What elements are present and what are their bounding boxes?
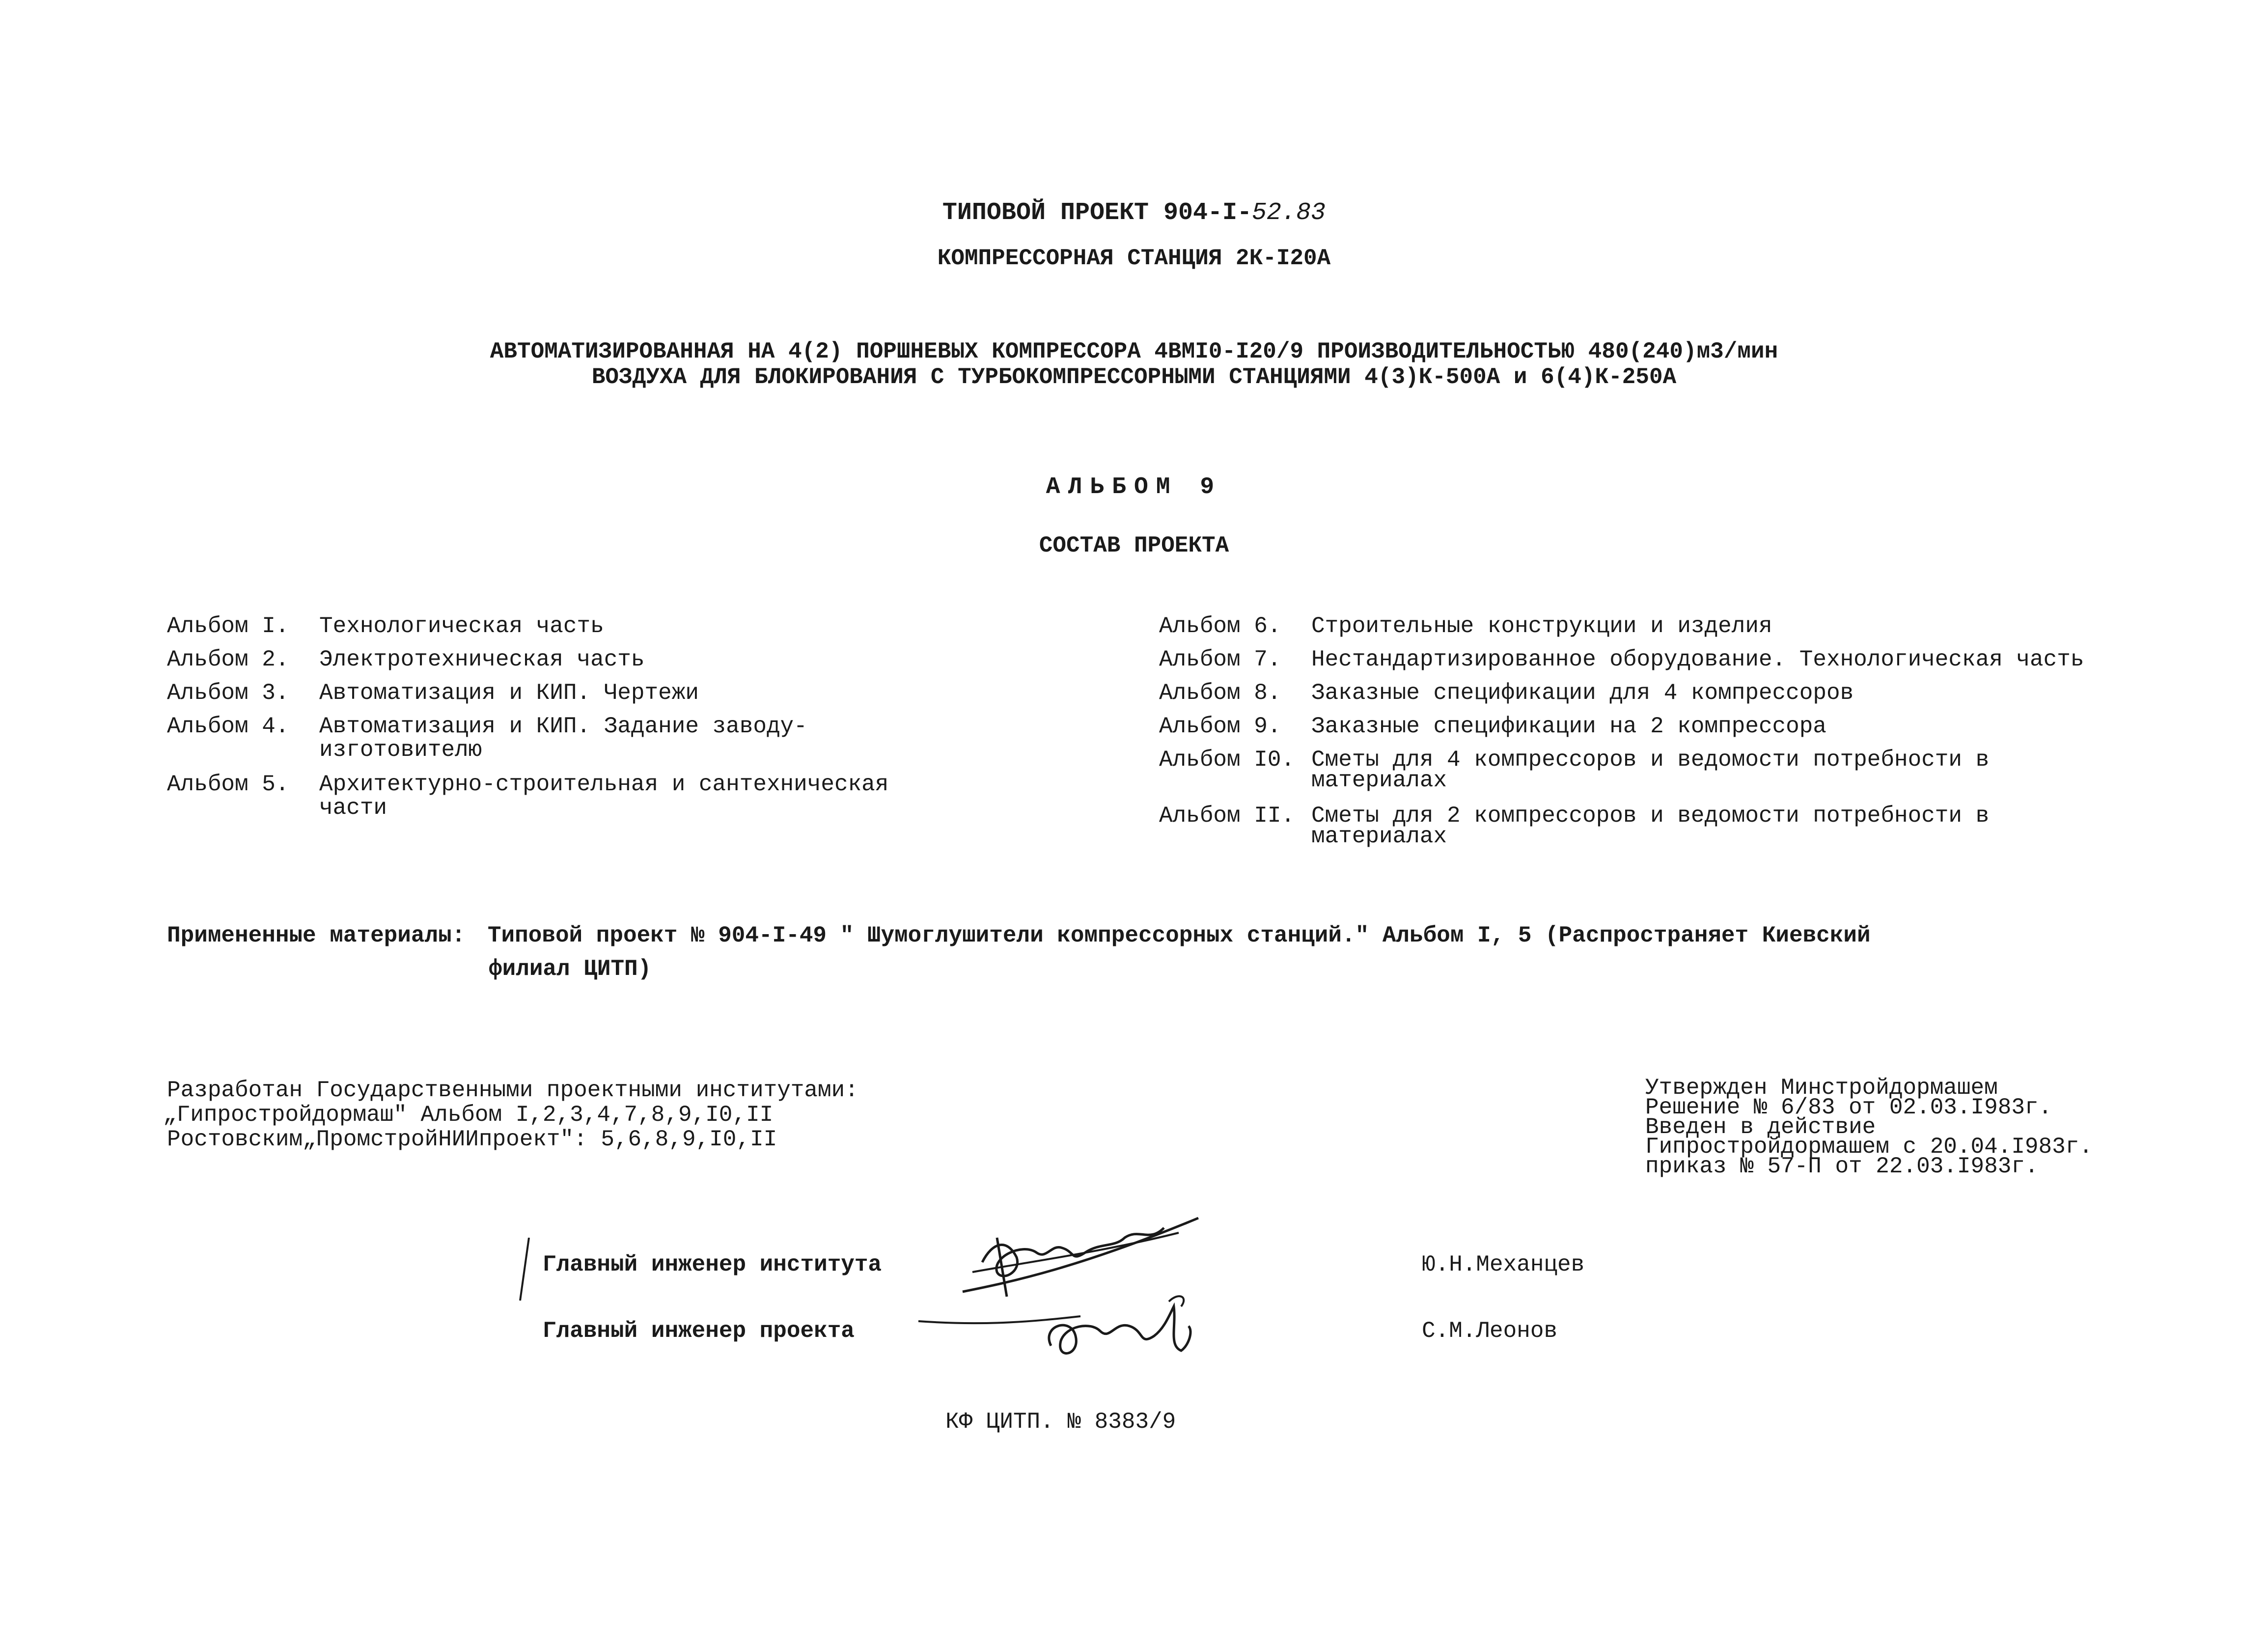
- album-label: Альбом: [1159, 747, 1241, 773]
- chief-project-label: Главный инженер проекта: [543, 1318, 855, 1344]
- album-number: 4.: [262, 714, 289, 739]
- list-item: [167, 647, 953, 681]
- project-prefix: ТИПОВОЙ ПРОЕКТ 904-I-: [942, 199, 1252, 227]
- materials-line-2: филиал ЦИТП): [489, 956, 652, 982]
- project-title: [0, 199, 2268, 227]
- list-item: [1159, 614, 2240, 647]
- album-label: Альбом: [1159, 680, 1241, 706]
- developed-line-1: Разработан Государственными проектными институтами:: [167, 1078, 858, 1103]
- album-label: Альбом: [167, 647, 249, 672]
- materials-section: [167, 923, 1871, 948]
- album-title: Сметы для 4 компрессоров и ведомости потребности в: [1311, 747, 1990, 773]
- composition-heading: СОСТАВ ПРОЕКТА: [1039, 533, 1229, 558]
- list-item: [1159, 681, 2240, 714]
- album-title: Электротехническая часть: [319, 647, 645, 672]
- albums-left-list: [167, 614, 953, 830]
- list-item: [167, 681, 953, 714]
- album-number: I0.: [1254, 747, 1295, 773]
- album-label: Альбом: [1159, 803, 1241, 829]
- list-item: [167, 714, 953, 772]
- album-title-continued: изготовителю: [319, 737, 482, 763]
- developed-line-2: „Гипростройдормаш" Альбом I,2,3,4,7,8,9,I0,II: [163, 1102, 774, 1128]
- albums-right-list: [1159, 614, 2240, 860]
- materials-label: Примененные материалы:: [167, 923, 466, 948]
- footer-code: КФ ЦИТП. № 8383/9: [945, 1409, 1176, 1435]
- album-title: Строительные конструкции и изделия: [1311, 613, 1772, 639]
- album-label: Альбом: [167, 772, 249, 797]
- album-number: 3.: [262, 680, 289, 706]
- album-title: Автоматизация и КИП. Чертежи: [319, 680, 699, 706]
- album-title: Заказные спецификации для 4 компрессоров: [1311, 680, 1854, 706]
- approval-section: [1645, 1075, 2093, 1179]
- album-title: Нестандартизированное оборудование. Технологическая часть: [1311, 647, 2084, 672]
- album-title-continued: материалах: [1311, 768, 1447, 793]
- album-title: Заказные спецификации на 2 компрессора: [1311, 714, 1826, 739]
- album-label: Альбом: [1159, 714, 1241, 739]
- album-label: Альбом: [1159, 647, 1241, 672]
- description-line-1: АВТОМАТИЗИРОВАННАЯ НА 4(2) ПОРШНЕВЫХ КОМПРЕССОРА 4ВМI0-I20/9 ПРОИЗВОДИТЕЛЬНОСТЬЮ 480(240)м3/мин: [490, 339, 1778, 364]
- signature-chief-project: [913, 1287, 1238, 1365]
- album-title: Технологическая часть: [319, 613, 604, 639]
- list-item: [1159, 647, 2240, 681]
- album-title: Архитектурно-строительная и сантехническая: [319, 772, 889, 797]
- list-item: [1159, 804, 2240, 860]
- album-title-continued: материалах: [1311, 824, 1447, 849]
- album-number: 6.: [1254, 613, 1281, 639]
- list-item: [1159, 748, 2240, 804]
- chief-project-name: С.М.Леонов: [1422, 1318, 1558, 1344]
- approved-line-5: приказ № 57-П от 22.03.I983г.: [1645, 1154, 2039, 1179]
- materials-line-1: Типовой проект № 904-I-49 " Шумоглушители компрессорных станций." Альбом I, 5 (Распространяет Киевский: [487, 923, 1871, 948]
- album-number: 5.: [262, 772, 289, 797]
- chief-institute-name: Ю.Н.Механцев: [1422, 1252, 1585, 1277]
- album-number: 9.: [1254, 714, 1281, 739]
- album-label: Альбом: [167, 613, 249, 639]
- project-number-handwritten: 52.83: [1252, 199, 1326, 227]
- approved-line-2: Решение № 6/83 от 02.03.I983г.: [1645, 1095, 2052, 1120]
- album-label: Альбом: [167, 680, 249, 706]
- album-number: 7.: [1254, 647, 1281, 672]
- album-heading: АЛЬБОМ 9: [1046, 474, 1222, 500]
- margin-mark: [518, 1238, 525, 1302]
- approved-line-3: Введен в действие: [1645, 1114, 1876, 1140]
- album-title: Автоматизация и КИП. Задание заводу-: [319, 714, 807, 739]
- list-item: [1159, 714, 2240, 748]
- developed-section: [163, 1078, 858, 1152]
- developed-line-3: Ростовским„ПромстройНИИпроект": 5,6,8,9,I0,II: [167, 1127, 777, 1152]
- album-number: I.: [262, 613, 289, 639]
- album-title: Сметы для 2 компрессоров и ведомости потребности в: [1311, 803, 1990, 829]
- album-number: II.: [1254, 803, 1295, 829]
- album-number: 2.: [262, 647, 289, 672]
- list-item: [167, 614, 953, 647]
- album-label: Альбом: [1159, 613, 1241, 639]
- approved-line-4: Гипростройдормашем с 20.04.I983г.: [1645, 1134, 2093, 1160]
- description-line-2: ВОЗДУХА ДЛЯ БЛОКИРОВАНИЯ С ТУРБОКОМПРЕССОРНЫМИ СТАНЦИЯМИ 4(3)К-500А и 6(4)К-250А: [591, 364, 1677, 390]
- chief-institute-label: Главный инженер института: [543, 1252, 882, 1277]
- station-title: КОМПРЕССОРНАЯ СТАНЦИЯ 2К-I20А: [937, 246, 1331, 271]
- album-title-continued: части: [319, 795, 387, 821]
- album-number: 8.: [1254, 680, 1281, 706]
- list-item: [167, 772, 953, 830]
- album-label: Альбом: [167, 714, 249, 739]
- approved-line-1: Утвержден Минстройдормашем: [1645, 1075, 1998, 1101]
